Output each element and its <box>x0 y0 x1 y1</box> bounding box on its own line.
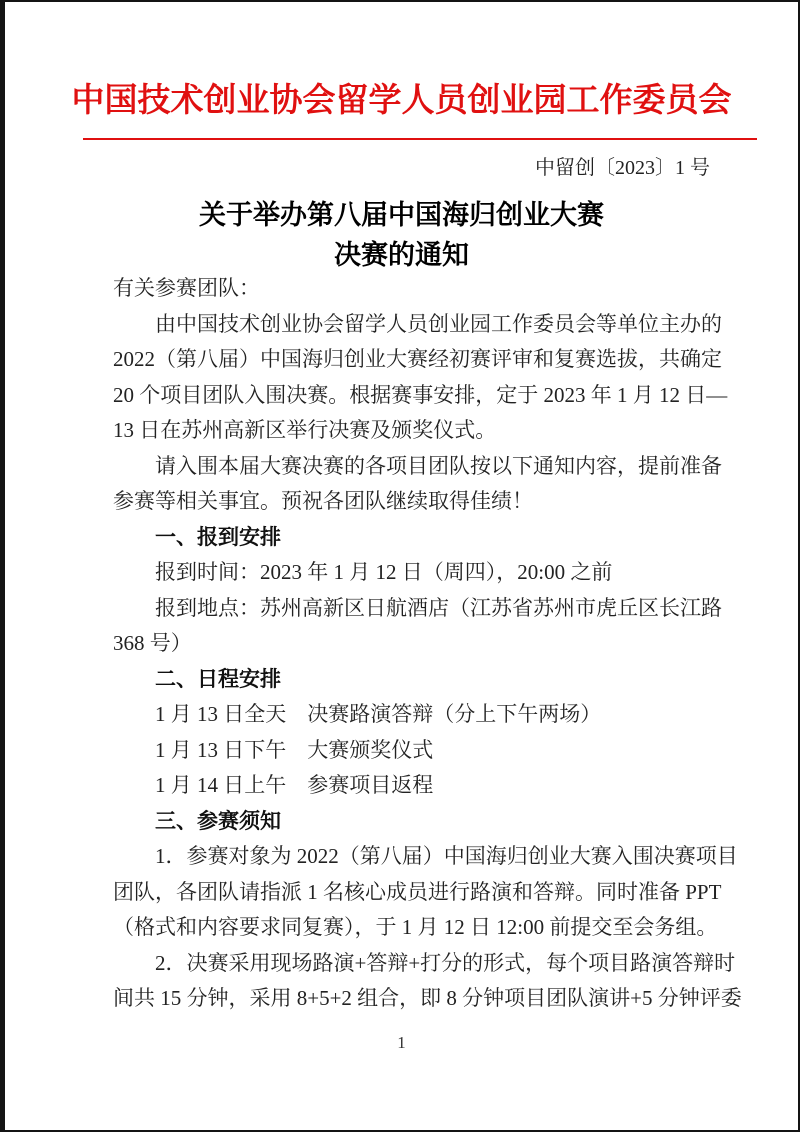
body-line: 20 个项目团队入围决赛。根据赛事安排，定于 2023 年 1 月 12 日— <box>113 382 728 407</box>
body-line: 团队，各团队请指派 1 名核心成员进行路演和答辩。同时准备 PPT <box>113 879 722 904</box>
body-line: 间共 15 分钟，采用 8+5+2 组合，即 8 分钟项目团队演讲+5 分钟评委 <box>113 986 742 1010</box>
body-line: （格式和内容要求同复赛），于 1 月 12 日 12:00 前提交至会务组。 <box>113 915 718 939</box>
letterhead-org-name: 中国技术创业协会留学人员创业园工作委员会 <box>71 81 732 118</box>
body-line: 1．参赛对象为 2022（第八届）中国海归创业大赛入围决赛项目 <box>155 844 738 868</box>
document-title-line1: 关于举办第八届中国海归创业大赛 <box>199 200 604 230</box>
body-line: 参赛等相关事宜。预祝各团队继续取得佳绩！ <box>113 489 533 513</box>
document-body <box>113 271 742 1017</box>
body-line: 三、参赛须知 <box>155 809 281 833</box>
body-line: 1 月 14 日上午 参赛项目返程 <box>155 773 434 797</box>
body-line: 1 月 13 日下午 大赛颁奖仪式 <box>155 737 434 762</box>
body-line: 一、报到安排 <box>155 525 281 549</box>
body-line: 由中国技术创业协会留学人员创业园工作委员会等单位主办的 <box>155 311 722 336</box>
body-line: 二、日程安排 <box>155 667 281 691</box>
body-line: 报到地点：苏州高新区日航酒店（江苏省苏州市虎丘区长江路 <box>155 595 722 620</box>
document-title <box>5 195 798 275</box>
body-line: 报到时间：2023 年 1 月 12 日（周四），20:00 之前 <box>155 560 613 584</box>
body-line: 2．决赛采用现场路演+答辩+打分的形式，每个项目路演答辩时 <box>155 950 736 975</box>
document-title-line2: 决赛的通知 <box>334 240 469 270</box>
body-line: 有关参赛团队： <box>113 276 260 300</box>
body-line: 13 日在苏州高新区举行决赛及颁奖仪式。 <box>113 418 497 442</box>
letterhead-divider-rule <box>83 138 757 140</box>
body-line: 1 月 13 日全天 决赛路演答辩（分上下午两场） <box>155 702 602 726</box>
body-line: 368 号） <box>113 631 192 655</box>
body-line: 请入围本届大赛决赛的各项目团队按以下通知内容，提前准备 <box>155 453 722 478</box>
document-number: 中留创〔2023〕1 号 <box>535 157 710 179</box>
page-number: 1 <box>397 1033 406 1052</box>
body-line: 2022（第八届）中国海归创业大赛经初赛评审和复赛选拔，共确定 <box>113 347 722 371</box>
